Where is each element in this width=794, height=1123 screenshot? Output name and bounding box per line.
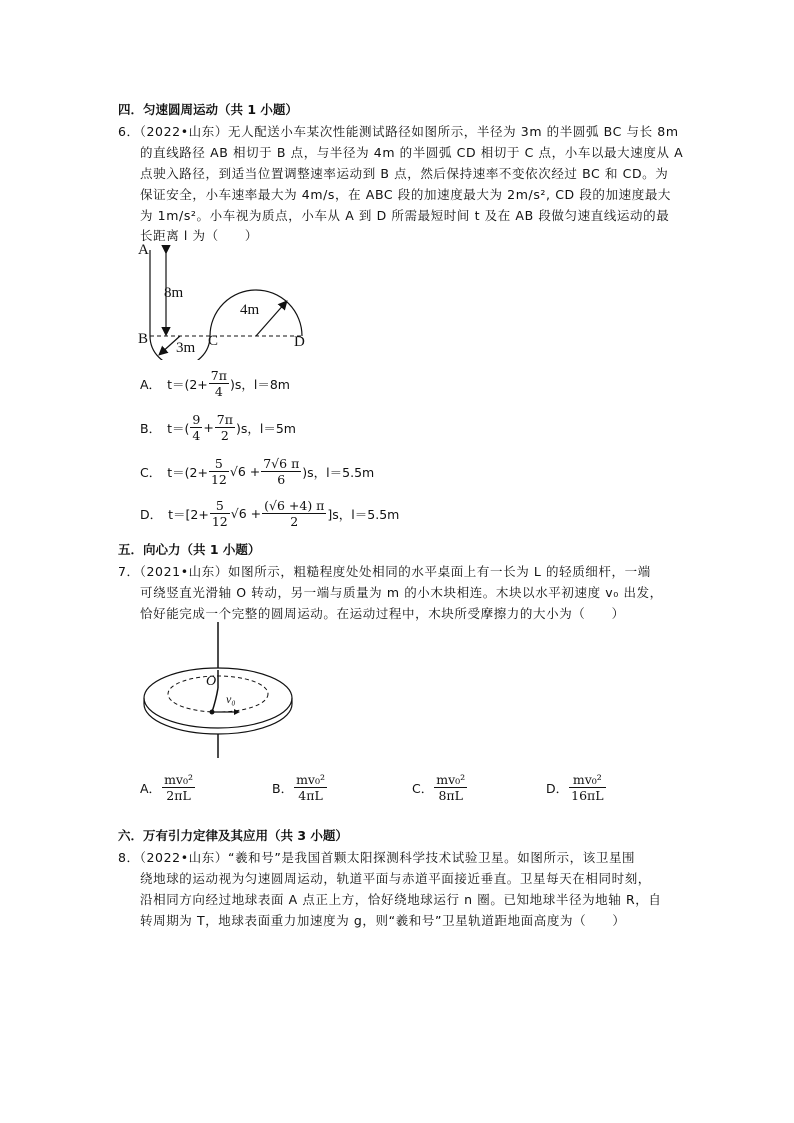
q6-option-a[interactable] <box>140 368 290 399</box>
frac-num: mv₀² <box>436 772 466 787</box>
option-text: t＝[2+ <box>168 506 209 522</box>
plus-sign: + <box>203 420 214 435</box>
q8-line-2: 绕地球的运动视为匀速圆周运动，轨道平面与赤道平面接近垂直。卫星每天在相同时刻， <box>140 871 651 886</box>
option-text: t＝(2+ <box>167 376 208 392</box>
section-4-title: 四．匀速圆周运动（共 1 小题） <box>118 102 298 117</box>
option-label: D． <box>140 506 163 522</box>
option-text: t＝(2+ <box>167 464 208 480</box>
frac-num: 9 <box>192 412 201 427</box>
option-text: )s，l＝8m <box>229 376 290 392</box>
frac-den: 2πL <box>166 788 191 803</box>
q7-disk-figure <box>138 618 298 760</box>
frac-den: 4 <box>214 384 223 399</box>
option-label: A． <box>140 780 162 796</box>
label-8m: 8m <box>164 285 184 301</box>
frac-den: 6 <box>277 472 286 487</box>
frac-den: 16πL <box>571 788 604 803</box>
frac-num: 7√6 π <box>263 456 300 471</box>
q6-option-d[interactable] <box>140 498 399 529</box>
q6-option-c[interactable] <box>140 456 374 487</box>
option-text: )s，l＝5m <box>235 420 296 436</box>
option-label: C． <box>140 464 162 480</box>
frac-num: 5 <box>210 498 230 514</box>
frac-num: 5 <box>209 456 229 472</box>
q6-line-5: 为 1m/s²。小车视为质点，小车从 A 到 D 所需最短时间 t 及在 AB 段做匀速直线运动的最 <box>140 208 670 223</box>
option-label: A． <box>140 376 162 392</box>
label-3m: 3m <box>176 340 196 356</box>
label-d: D <box>294 334 305 350</box>
label-a: A <box>138 242 149 258</box>
frac-num: 7π <box>210 368 227 383</box>
label-v0: v₀ <box>226 692 236 706</box>
label-o: O <box>206 674 217 689</box>
frac-num: (√6 +4) π <box>264 498 325 513</box>
radius-4m-arrow <box>256 302 286 336</box>
frac-den: 4 <box>192 428 201 443</box>
option-text: t＝( <box>167 420 190 436</box>
q6-line-1: 6．（2022•山东）无人配送小车某次性能测试路径如图所示，半径为 3m 的半圆弧 BC 与长 8m <box>118 124 679 139</box>
frac-den: 8πL <box>438 788 463 803</box>
q6-line-4: 保证安全，小车速率最大为 4m/s，在 ABC 段的加速度最大为 2m/s², CD 段的加速度最大 <box>140 187 672 202</box>
frac-num: mv₀² <box>569 772 605 788</box>
q8-line-3: 沿相同方向经过地球表面 A 点正上方，恰好绕地球运行 n 圈。已知地球半径为地轴 R，自 <box>140 892 662 907</box>
q6-line-6: 长距离 l 为（ ） <box>140 228 259 243</box>
label-4m: 4m <box>240 302 260 318</box>
q6-path-figure <box>130 240 320 360</box>
q8-line-1: 8．（2022•山东）“羲和号”是我国首颗太阳探测科学技术试验卫星。如图所示，该卫星围 <box>118 850 636 865</box>
frac-num: 7π <box>216 412 233 427</box>
frac-den: 12 <box>211 514 228 529</box>
q6-line-2: 的直线路径 AB 相切于 B 点，与半径为 4m 的半圆弧 CD 相切于 C 点，小车以最大速度从 A <box>140 145 684 160</box>
label-b: B <box>138 331 149 347</box>
frac-num: mv₀² <box>296 772 326 787</box>
q8-line-4: 转周期为 T，地球表面重力加速度为 g，则“羲和号”卫星轨道距地面高度为（ ） <box>140 913 626 928</box>
q7-option-c[interactable] <box>412 772 468 803</box>
q7-line-2: 可绕竖直光滑轴 O 转动，另一端与质量为 m 的小木块相连。木块以水平初速度 v₀ 出发， <box>140 585 663 600</box>
option-text: ]s，l＝5.5m <box>327 506 400 522</box>
q7-option-d[interactable] <box>546 772 607 803</box>
option-text: √6 + <box>229 464 261 479</box>
q7-option-b[interactable] <box>272 772 328 803</box>
frac-den: 4πL <box>298 788 323 803</box>
option-text: )s，l＝5.5m <box>302 464 375 480</box>
q6-line-3: 点驶入路径，到适当位置调整速率运动到 B 点，然后保持速率不变依次经过 BC 和 CD。为 <box>140 166 669 181</box>
option-label: B． <box>140 420 162 436</box>
frac-num: mv₀² <box>164 772 193 787</box>
option-label: B． <box>272 780 294 796</box>
q7-line-1: 7．（2021•山东）如图所示，粗糙程度处处相同的水平桌面上有一长为 L 的轻质细杆，一端 <box>118 564 651 579</box>
q7-line-3: 恰好能完成一个完整的圆周运动。在运动过程中，木块所受摩擦力的大小为（ ） <box>140 606 625 621</box>
frac-den: 2 <box>290 514 299 529</box>
section-6-title: 六．万有引力定律及其应用（共 3 小题） <box>118 828 348 843</box>
q6-option-b[interactable] <box>140 412 296 443</box>
option-text: √6 + <box>230 506 262 521</box>
option-label: C． <box>412 780 434 796</box>
section-5-title: 五．向心力（共 1 小题） <box>118 542 261 557</box>
frac-den: 12 <box>210 472 227 487</box>
frac-den: 2 <box>220 428 229 443</box>
q7-option-a[interactable] <box>140 772 196 803</box>
option-label: D． <box>546 780 569 796</box>
label-c: C <box>208 333 219 349</box>
